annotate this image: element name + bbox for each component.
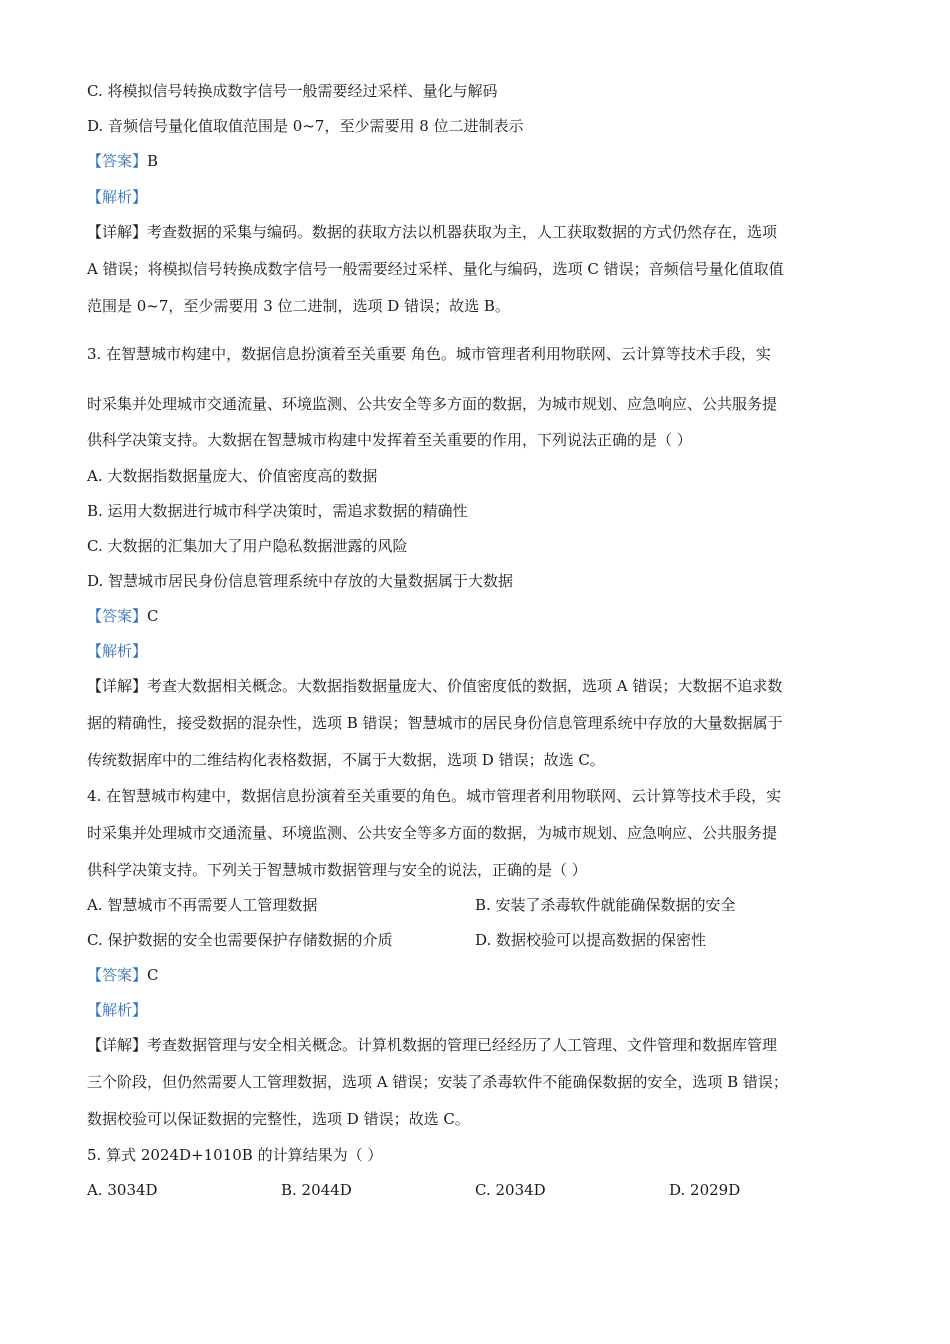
q3-detail-line-2: 据的精确性，接受数据的混杂性，选项 B 错误；智慧城市的居民身份信息管理系统中存放的大量数据属于: [87, 714, 783, 732]
q3-stem-line-2: 时采集并处理城市交通流量、环境监测、公共安全等多方面的数据，为城市规划、应急响应、公共服务提: [87, 395, 778, 413]
q3-option-d: D. 智慧城市居民身份信息管理系统中存放的大量数据属于大数据: [87, 572, 514, 590]
q2-answer: [87, 151, 158, 171]
q3-answer: [87, 606, 159, 626]
q2-analysis: [87, 187, 147, 207]
q3-option-c: C. 大数据的汇集加大了用户隐私数据泄露的风险: [87, 537, 408, 555]
q2-detail-line-2: A 错误；将模拟信号转换成数字信号一般需要经过采样、量化与编码，选项 C 错误；音频信号量化值取值: [87, 260, 784, 278]
q5-stem: 5. 算式 2024D+1010B 的计算结果为（ ）: [87, 1146, 383, 1164]
q3-option-b: B. 运用大数据进行城市科学决策时，需追求数据的精确性: [87, 502, 468, 520]
q5-option-d: D. 2029D: [669, 1181, 741, 1199]
analysis-tag: 【解析】: [87, 642, 148, 660]
detail-tag: 【详解】: [87, 1036, 148, 1054]
q3-detail-line-1: [87, 676, 782, 696]
q5-option-a: A. 3034D: [87, 1181, 158, 1199]
q4-detail-line-2: 三个阶段，但仍然需要人工管理数据，选项 A 错误；安装了杀毒软件不能确保数据的安全，选项 B 错误；: [87, 1073, 788, 1091]
q4-detail-line-3: 数据校验可以保证数据的完整性，选项 D 错误；故选 C。: [87, 1110, 470, 1128]
q2-detail-line-3: 范围是 0~7，至少需要用 3 位二进制，选项 D 错误；故选 B。: [87, 297, 510, 315]
answer-tag: 【答案】: [87, 607, 148, 625]
answer-tag: 【答案】: [87, 152, 148, 170]
answer-value: C: [147, 966, 159, 984]
q3-option-a: A. 大数据指数据量庞大、价值密度高的数据: [87, 467, 378, 485]
detail-tag: 【详解】: [87, 677, 148, 695]
answer-tag: 【答案】: [87, 966, 148, 984]
detail-tag: 【详解】: [87, 223, 148, 241]
q5-option-b: B. 2044D: [281, 1181, 352, 1199]
answer-value: B: [147, 152, 159, 170]
q4-option-c: C. 保护数据的安全也需要保护存储数据的介质: [87, 931, 393, 949]
q4-option-d: D. 数据校验可以提高数据的保密性: [475, 931, 707, 949]
q2-option-d: D. 音频信号量化值取值范围是 0~7，至少需要用 8 位二进制表示: [87, 117, 524, 135]
q4-option-b: B. 安装了杀毒软件就能确保数据的安全: [475, 896, 736, 914]
q3-analysis: [87, 641, 147, 661]
answer-value: C: [147, 607, 159, 625]
detail-text: 考查数据的采集与编码。数据的获取方法以机器获取为主，人工获取数据的方式仍然存在，选项: [147, 223, 778, 241]
q2-option-c: C. 将模拟信号转换成数字信号一般需要经过采样、量化与解码: [87, 82, 498, 100]
q4-stem-line-3: 供科学决策支持。下列关于智慧城市数据管理与安全的说法，正确的是（ ）: [87, 861, 587, 879]
q5-option-c: C. 2034D: [475, 1181, 546, 1199]
q2-detail-line-1: [87, 222, 777, 242]
q4-option-a: A. 智慧城市不再需要人工管理数据: [87, 896, 318, 914]
q4-detail-line-1: [87, 1035, 777, 1055]
q4-answer: [87, 965, 159, 985]
analysis-tag: 【解析】: [87, 188, 148, 206]
q3-detail-line-3: 传统数据库中的二维结构化表格数据，不属于大数据，选项 D 错误；故选 C。: [87, 751, 605, 769]
q4-stem-line-1: 4. 在智慧城市构建中，数据信息扮演着至关重要的角色。城市管理者利用物联网、云计算等技术手段，实: [87, 787, 782, 805]
analysis-tag: 【解析】: [87, 1001, 148, 1019]
q4-stem-line-2: 时采集并处理城市交通流量、环境监测、公共安全等多方面的数据，为城市规划、应急响应、公共服务提: [87, 824, 778, 842]
q3-stem-line-1: 3. 在智慧城市构建中，数据信息扮演着至关重要 角色。城市管理者利用物联网、云计算等技术手段，实: [87, 345, 771, 363]
detail-text: 考查数据管理与安全相关概念。计算机数据的管理已经经历了人工管理、文件管理和数据库管理: [147, 1036, 778, 1054]
q3-stem-line-3: 供科学决策支持。大数据在智慧城市构建中发挥着至关重要的作用，下列说法正确的是（ ）: [87, 431, 692, 449]
q4-analysis: [87, 1000, 147, 1020]
detail-text: 考查大数据相关概念。大数据指数据量庞大、价值密度低的数据，选项 A 错误；大数据不追求数: [147, 677, 783, 695]
